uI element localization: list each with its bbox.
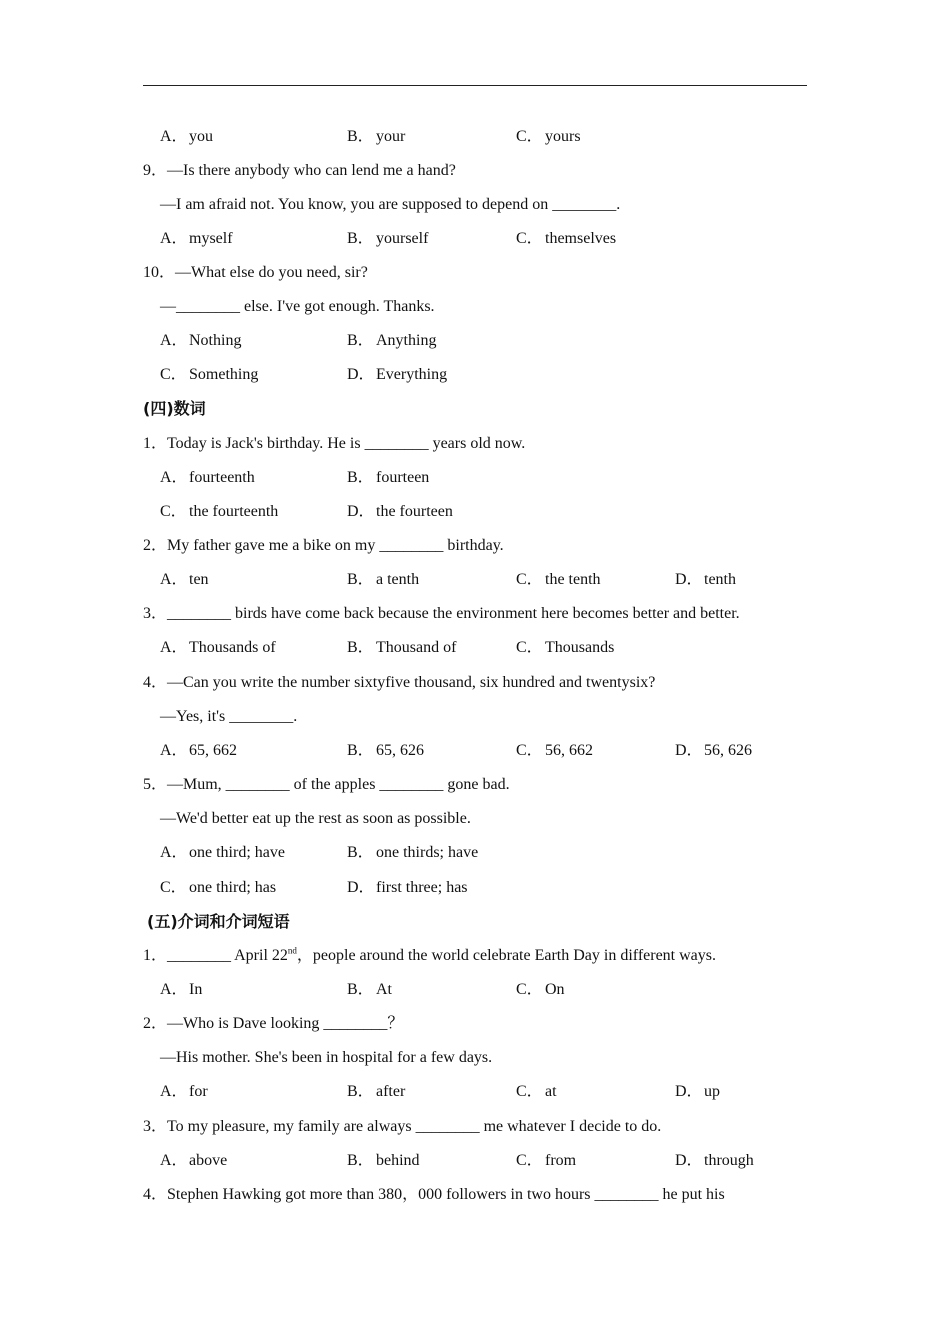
section-heading-prepositions: (五)介词和介词短语: [147, 912, 290, 931]
option-b: B． your: [347, 128, 406, 145]
option-b: B． fourteen: [347, 469, 430, 486]
option-b: B． 65, 626: [347, 742, 424, 759]
option-d: D．Everything: [347, 366, 448, 383]
option-a: A．65, 662: [160, 742, 237, 759]
option-d: D．56, 626: [675, 742, 752, 759]
question-2-text: 2．My father gave me a bike on my ________ birthday.: [143, 537, 504, 554]
option-d: D．first three; has: [347, 879, 468, 896]
option-a: A．ten: [160, 571, 209, 588]
question-9-line-1: 9．—Is there anybody who can lend me a hand?: [143, 162, 456, 179]
option-c: C． yours: [516, 128, 581, 145]
question-4-line-1: 4．—Can you write the number sixtyfive thousand, six hundred and twentysix?: [143, 674, 656, 691]
question-1-text: 1．Today is Jack's birthday. He is ________ years old now.: [143, 435, 526, 452]
option-b: B． At: [347, 981, 392, 998]
option-b: B． yourself: [347, 230, 429, 247]
option-c: C． the fourteenth: [160, 503, 279, 520]
option-b: B． a tenth: [347, 571, 420, 588]
question-2-line-2: —His mother. She's been in hospital for a few days.: [160, 1049, 493, 1066]
option-a: A．Nothing: [160, 332, 242, 349]
question-1-text: 1．________ April 22nd，people around the world celebrate Earth Day in different ways.: [143, 945, 717, 964]
option-b: B． behind: [347, 1152, 420, 1169]
option-c: C． at: [516, 1083, 557, 1100]
option-a: A．myself: [160, 230, 233, 247]
option-a: A．Thousands of: [160, 639, 276, 656]
option-d: D．up: [675, 1083, 720, 1100]
option-b: B． one thirds; have: [347, 844, 479, 861]
option-a: A．In: [160, 981, 203, 998]
question-3-text: 3．________ birds have come back because the environment here becomes better and better.: [143, 605, 740, 622]
option-d: D．through: [675, 1152, 754, 1169]
option-c: C． Something: [160, 366, 259, 383]
option-a: A．fourteenth: [160, 469, 255, 486]
question-9-line-2: —I am afraid not. You know, you are supposed to depend on ________.: [160, 196, 621, 213]
option-c: C． 56, 662: [516, 742, 593, 759]
option-c: C． one third; has: [160, 879, 277, 896]
option-d: D．tenth: [675, 571, 736, 588]
option-b: B． Anything: [347, 332, 437, 349]
option-c: C． from: [516, 1152, 577, 1169]
option-d: D．the fourteen: [347, 503, 453, 520]
header-rule: [143, 85, 807, 86]
question-10-line-1: 10．—What else do you need, sir?: [143, 264, 368, 281]
option-b: B． after: [347, 1083, 406, 1100]
question-10-line-2: —________ else. I've got enough. Thanks.: [160, 298, 435, 315]
option-c: C． On: [516, 981, 565, 998]
option-b: B． Thousand of: [347, 639, 457, 656]
question-5-line-1: 5．—Mum, ________ of the apples ________ gone bad.: [143, 776, 510, 793]
question-4-line-2: —Yes, it's ________.: [160, 708, 298, 725]
question-2-line-1: 2．—Who is Dave looking ________？: [143, 1015, 404, 1032]
option-c: C． Thousands: [516, 639, 615, 656]
option-c: C． the tenth: [516, 571, 601, 588]
option-a: A．above: [160, 1152, 228, 1169]
question-5-line-2: —We'd better eat up the rest as soon as possible.: [160, 810, 471, 827]
option-a: A．you: [160, 128, 213, 145]
question-3-text: 3．To my pleasure, my family are always ________ me whatever I decide to do.: [143, 1118, 662, 1135]
option-a: A．for: [160, 1083, 208, 1100]
section-heading-numerals: (四)数词: [143, 399, 206, 418]
option-a: A．one third; have: [160, 844, 285, 861]
question-4-text: 4．Stephen Hawking got more than 380，000 followers in two hours ________ he put his: [143, 1186, 725, 1203]
option-c: C． themselves: [516, 230, 617, 247]
